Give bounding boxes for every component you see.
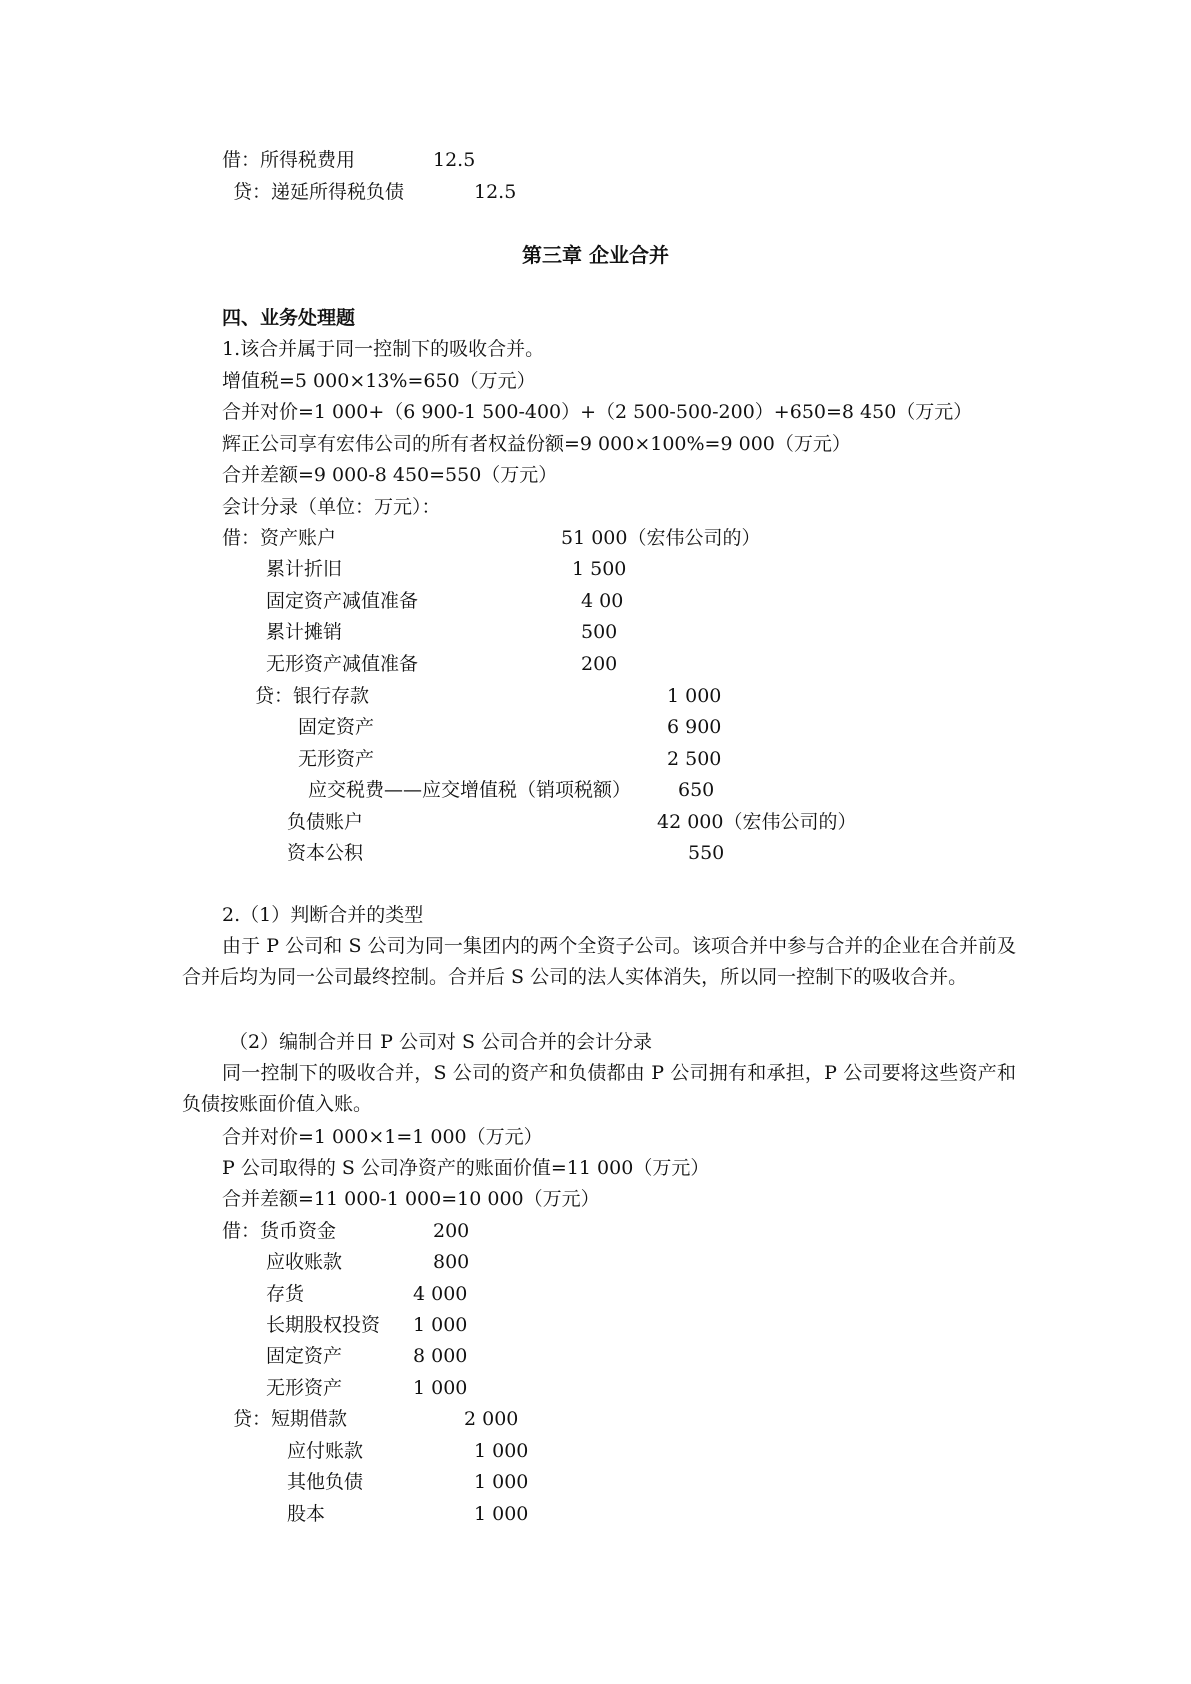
q2-entry-label: 存货 bbox=[266, 1283, 305, 1305]
q1-entry-label: 固定资产减值准备 bbox=[266, 590, 419, 612]
q1-entry-label: 负债账户 bbox=[287, 811, 364, 833]
q1-line: 会计分录（单位：万元）： bbox=[222, 496, 441, 518]
q1-entry-label: 借：资产账户 bbox=[222, 527, 337, 549]
q1-entry-label: 无形资产 bbox=[298, 748, 375, 770]
q2-entry-amount: 8 000 bbox=[413, 1345, 468, 1367]
q1-entry-label: 贷：银行存款 bbox=[255, 685, 370, 707]
q1-entry-amount: 550 bbox=[688, 842, 725, 864]
q2-entry-amount: 800 bbox=[433, 1251, 470, 1273]
q1-line: 辉正公司享有宏伟公司的所有者权益份额=9 000×100%=9 000（万元） bbox=[222, 433, 851, 455]
q2-part1-paragraph: 由于 P 公司和 S 公司为同一集团内的两个全资子公司。该项合并中参与合并的企业在合并前及合并后均为同一公司最终控制。合并后 S 公司的法人实体消失，所以同一控制下的吸收合并。 bbox=[182, 935, 1016, 988]
q2-entry-label: 贷：短期借款 bbox=[233, 1408, 348, 1430]
credit-amount: 12.5 bbox=[474, 181, 517, 203]
q1-line: 增值税=5 000×13%=650（万元） bbox=[222, 370, 536, 392]
credit-label: 贷：递延所得税负债 bbox=[233, 181, 405, 203]
q1-line: 1.该合并属于同一控制下的吸收合并。 bbox=[222, 338, 545, 360]
q2-entry-label: 借：货币资金 bbox=[222, 1220, 337, 1242]
q2-part2-heading: （2）编制合并日 P 公司对 S 公司合并的会计分录 bbox=[229, 1031, 653, 1053]
q2-entry-amount: 4 000 bbox=[413, 1283, 468, 1305]
q1-entry-label: 资本公积 bbox=[287, 842, 364, 864]
q2-part1-heading: 2.（1）判断合并的类型 bbox=[222, 904, 424, 926]
q1-entry-amount: 500 bbox=[581, 621, 618, 643]
section-title: 四、业务处理题 bbox=[222, 307, 356, 329]
q1-line: 合并差额=9 000-8 450=550（万元） bbox=[222, 464, 558, 486]
q2-entry-label: 其他负债 bbox=[287, 1471, 364, 1493]
q1-entry-amount: 1 000 bbox=[667, 685, 722, 707]
q2-line: P 公司取得的 S 公司净资产的账面价值=11 000（万元） bbox=[222, 1157, 710, 1179]
q2-entry-label: 无形资产 bbox=[266, 1377, 343, 1399]
q1-entry-label: 无形资产减值准备 bbox=[266, 653, 419, 675]
q2-entry-label: 应收账款 bbox=[266, 1251, 343, 1273]
q1-entry-amount: 4 00 bbox=[581, 590, 624, 612]
q2-line: 合并对价=1 000×1=1 000（万元） bbox=[222, 1126, 543, 1148]
q2-line: 合并差额=11 000-1 000=10 000（万元） bbox=[222, 1188, 600, 1210]
q1-entry-amount: 2 500 bbox=[667, 748, 722, 770]
q1-entry-label: 固定资产 bbox=[298, 716, 375, 738]
q2-entry-label: 长期股权投资 bbox=[266, 1314, 381, 1336]
q2-entry-amount: 1 000 bbox=[413, 1377, 468, 1399]
q1-entry-amount: 650 bbox=[678, 779, 715, 801]
q1-entry-label: 应交税费——应交增值税（销项税额） bbox=[308, 779, 632, 801]
chapter-title: 第三章 企业合并 bbox=[522, 243, 669, 267]
q2-entry-label: 股本 bbox=[287, 1503, 326, 1525]
q2-entry-amount: 1 000 bbox=[474, 1471, 529, 1493]
q1-line: 合并对价=1 000+（6 900-1 500-400）+（2 500-500-200）+650=8 450（万元） bbox=[222, 401, 973, 423]
q2-entry-amount: 1 000 bbox=[474, 1440, 529, 1462]
q2-part2-paragraph: 同一控制下的吸收合并，S 公司的资产和负债都由 P 公司拥有和承担，P 公司要将这些资产和负债按账面价值入账。 bbox=[182, 1062, 1016, 1115]
q2-entry-amount: 200 bbox=[433, 1220, 470, 1242]
q1-entry-label: 累计摊销 bbox=[266, 621, 343, 643]
q2-entry-amount: 1 000 bbox=[413, 1314, 468, 1336]
q1-entry-label: 累计折旧 bbox=[266, 558, 343, 580]
q1-entry-amount: 51 000（宏伟公司的） bbox=[561, 527, 761, 549]
debit-label: 借：所得税费用 bbox=[222, 149, 356, 171]
q1-entry-amount: 42 000（宏伟公司的） bbox=[657, 811, 857, 833]
debit-amount: 12.5 bbox=[433, 149, 476, 171]
q1-entry-amount: 1 500 bbox=[572, 558, 627, 580]
q2-entry-label: 应付账款 bbox=[287, 1440, 364, 1462]
q1-entry-amount: 6 900 bbox=[667, 716, 722, 738]
q1-entry-amount: 200 bbox=[581, 653, 618, 675]
q2-entry-label: 固定资产 bbox=[266, 1345, 343, 1367]
q2-entry-amount: 1 000 bbox=[474, 1503, 529, 1525]
q2-entry-amount: 2 000 bbox=[464, 1408, 519, 1430]
